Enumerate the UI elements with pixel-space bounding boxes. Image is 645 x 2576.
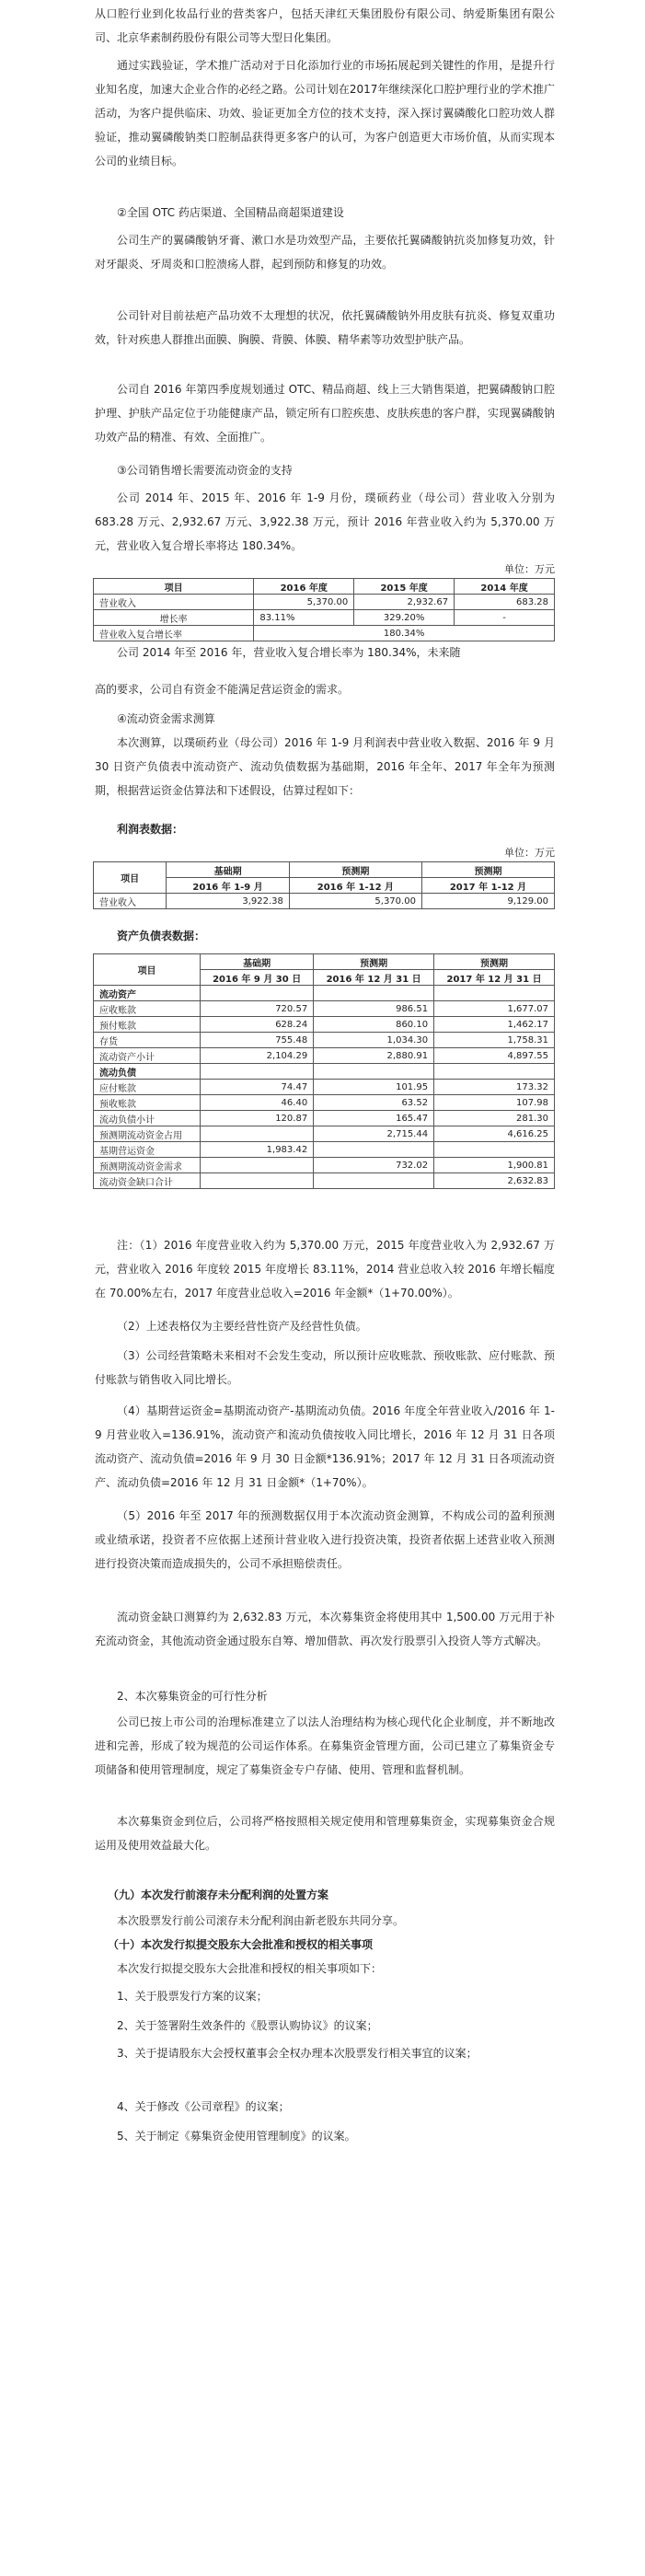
table-header: 项目	[94, 954, 201, 986]
income-statement-table	[93, 861, 555, 909]
section-label: 资产负债表数据：	[117, 930, 206, 942]
table-header: 预测期	[421, 862, 554, 878]
table-row	[94, 1080, 555, 1095]
paragraph: 公司 2014 年、2015 年、2016 年 1-9 月份，璞硕药业（母公司）营业收入分别为 683.28 万元、2,932.67 万元、3,922.38 万元，预计 2016 年营业收入约为 5,370.00 万元，营业收入复合增长率将达 180.34%。	[95, 491, 555, 552]
table-row	[94, 1158, 555, 1173]
table-cell: 683.28	[455, 595, 555, 610]
table-cell: 营业收入	[94, 894, 167, 909]
table-header: 预测期	[314, 954, 434, 970]
table-header: 2016 年 12 月 31 日	[314, 970, 434, 986]
table-cell: 120.87	[201, 1111, 314, 1126]
table-row	[94, 1142, 555, 1158]
section-label: 利润表数据：	[117, 823, 184, 836]
table-cell: 165.47	[314, 1111, 434, 1126]
section-heading: （九）本次发行前滚存未分配利润的处置方案	[108, 1889, 329, 1901]
table-cell: 1,677.07	[434, 1001, 555, 1017]
table-cell: 1,983.42	[201, 1142, 314, 1158]
table-cell: 628.24	[201, 1017, 314, 1033]
table-unit: 单位：万元	[504, 563, 555, 575]
table-header: 预测期	[289, 862, 421, 878]
section-heading: （十）本次发行拟提交股东大会批准和授权的相关事项	[108, 1938, 374, 1951]
table-cell: 增长率	[94, 610, 254, 626]
paragraph: 公司已按上市公司的治理标准建立了以法人治理结构为核心现代化企业制度，并不断地改进和完善，形成了较为规范的公司运作体系。在募集资金管理方面，公司已建立了募集资金专项储备和使用管理制度，规定了募集资金专户存储、使用、管理和监督机制。	[95, 1715, 555, 1776]
table-header: 2016 年 1-12 月	[289, 878, 421, 894]
table-cell: 63.52	[314, 1095, 434, 1111]
table-header: 2015 年度	[354, 579, 455, 595]
table-cell	[201, 1173, 314, 1189]
table-row	[94, 1017, 555, 1033]
table-cell: 存货	[94, 1033, 201, 1048]
table-header: 2016 年度	[254, 579, 354, 595]
table-section-label: 流动资产	[94, 986, 201, 1001]
table-cell: 755.48	[201, 1033, 314, 1048]
table-cell: -	[455, 610, 555, 626]
table-cell: 2,932.67	[354, 595, 455, 610]
table-cell: 应付账款	[94, 1080, 201, 1095]
table-cell: 986.51	[314, 1001, 434, 1017]
table-cell: 180.34%	[254, 626, 555, 641]
paragraph: 本次发行拟提交股东大会批准和授权的相关事项如下：	[117, 1962, 383, 1975]
table-unit: 单位：万元	[504, 847, 555, 859]
table-cell: 预付账款	[94, 1017, 201, 1033]
paragraph: 本次募集资金到位后，公司将严格按照相关规定使用和管理募集资金，实现募集资金合规运用及使用效益最大化。	[95, 1815, 555, 1852]
table-cell: 720.57	[201, 1001, 314, 1017]
table-header: 2014 年度	[455, 579, 555, 595]
table-header: 项目	[94, 579, 254, 595]
table-header: 2017 年 1-12 月	[421, 878, 554, 894]
paragraph: 流动资金缺口测算约为 2,632.83 万元，本次募集资金将使用其中 1,500.00 万元用于补充流动资金，其他流动资金通过股东自筹、增加借款、再次发行股票引入投资人等方式解决。	[95, 1611, 555, 1647]
paragraph: 注：（1）2016 年度营业收入约为 5,370.00 万元，2015 年度营业收入为 2,932.67 万元，营业收入 2016 年度较 2015 年度增长 83.11%，2014 营业总收入较 2016 年增长幅度在 70.00%左右，2017 年度营业总收入=2016 年金额*（1+70.00%）。	[95, 1239, 555, 1300]
table-row	[94, 1064, 555, 1080]
paragraph: 通过实践验证，学术推广活动对于日化添加行业的市场拓展起到关键性的作用，是提升行业知名度，加速大企业合作的必经之路。公司计划在2017年继续深化口腔护理行业的学术推广活动，为客户提供临床、功效、验证更加全方位的技术支持，深入探讨翼磷酸化口腔功效人群验证，推动翼磷酸钠类口腔制品获得更多客户的认可，为客户创造更大市场价值，从而实现本公司的业绩目标。	[95, 59, 555, 167]
table-cell: 5,370.00	[254, 595, 354, 610]
revenue-growth-table	[93, 578, 555, 641]
table-cell: 流动负债小计	[94, 1111, 201, 1126]
table-cell: 3,922.38	[167, 894, 290, 909]
table-section-label: 流动负债	[94, 1064, 201, 1080]
table-row	[94, 1001, 555, 1017]
table-cell: 应收账款	[94, 1001, 201, 1017]
table-header: 2017 年 12 月 31 日	[434, 970, 555, 986]
table-cell: 4,897.55	[434, 1048, 555, 1064]
table-cell: 营业收入复合增长率	[94, 626, 254, 641]
table-cell: 1,034.30	[314, 1033, 434, 1048]
paragraph: ③公司销售增长需要流动资金的支持	[117, 464, 293, 477]
paragraph: 本次股票发行前公司滚存未分配利润由新老股东共同分享。	[117, 1914, 405, 1927]
table-cell	[314, 1142, 434, 1158]
table-cell: 329.20%	[354, 610, 455, 626]
balance-sheet-table	[93, 953, 555, 1189]
table-cell: 281.30	[434, 1111, 555, 1126]
paragraph: 公司自 2016 年第四季度规划通过 OTC、精品商超、线上三大销售渠道，把翼磷酸钠口腔护理、护肤产品定位于功能健康产品，锁定所有口腔疾患、皮肤疾患的客户群，实现翼磷酸钠功效产品的精准、有效、全面推广。	[95, 383, 555, 444]
table-cell: 860.10	[314, 1017, 434, 1033]
table-cell: 1,758.31	[434, 1033, 555, 1048]
list-item: 4、关于修改《公司章程》的议案；	[117, 2100, 290, 2113]
table-row	[94, 1111, 555, 1126]
table-cell: 基期营运资金	[94, 1142, 201, 1158]
table-cell: 173.32	[434, 1080, 555, 1095]
table-header: 2016 年 1-9 月	[167, 878, 290, 894]
table-cell: 46.40	[201, 1095, 314, 1111]
table-cell	[201, 1158, 314, 1173]
paragraph: （3）公司经营策略未来相对不会发生变动，所以预计应收账款、预收账款、应付账款、预付账款与销售收入同比增长。	[95, 1349, 555, 1386]
table-cell	[314, 1173, 434, 1189]
table-cell: 预测期流动资金需求	[94, 1158, 201, 1173]
table-cell: 4,616.25	[434, 1126, 555, 1142]
table-cell: 预收账款	[94, 1095, 201, 1111]
table-cell: 101.95	[314, 1080, 434, 1095]
table-row	[94, 610, 555, 626]
paragraph: （5）2016 年至 2017 年的预测数据仅用于本次流动资金测算，不构成公司的盈利预测或业绩承诺，投资者不应依据上述预计营业收入进行投资决策，投资者依据上述营业收入预测进行投资决策而造成损失的，公司不承担赔偿责任。	[95, 1509, 555, 1570]
table-cell: 营业收入	[94, 595, 254, 610]
table-cell: 流动资金缺口合计	[94, 1173, 201, 1189]
table-row	[94, 1126, 555, 1142]
list-item: 2、关于签署附生效条件的《股票认购协议》的议案；	[117, 2019, 378, 2032]
table-cell	[434, 1142, 555, 1158]
paragraph: ④流动资金需求测算	[117, 712, 215, 725]
paragraph: 从口腔行业到化妆品行业的营类客户，包括天津红天集团股份有限公司、纳爱斯集团有限公司、北京华素制药股份有限公司等大型日化集团。	[95, 7, 555, 44]
table-row	[94, 626, 555, 641]
paragraph: ②全国 OTC 药店渠道、全国精品商超渠道建设	[117, 206, 344, 219]
table-cell: 2,104.29	[201, 1048, 314, 1064]
table-cell: 107.98	[434, 1095, 555, 1111]
table-row	[94, 1173, 555, 1189]
table-cell: 1,900.81	[434, 1158, 555, 1173]
table-cell: 1,462.17	[434, 1017, 555, 1033]
table-cell: 5,370.00	[289, 894, 421, 909]
table-cell: 2,715.44	[314, 1126, 434, 1142]
table-row	[94, 1048, 555, 1064]
paragraph: 公司生产的翼磷酸钠牙膏、漱口水是功效型产品，主要依托翼磷酸钠抗炎加修复功效，针对牙龈炎、牙周炎和口腔溃疡人群，起到预防和修复的功效。	[95, 234, 555, 271]
table-header: 预测期	[434, 954, 555, 970]
table-cell	[201, 1126, 314, 1142]
table-row	[94, 986, 555, 1001]
table-header: 基础期	[201, 954, 314, 970]
table-cell: 74.47	[201, 1080, 314, 1095]
paragraph: 高的要求，公司自有资金不能满足营运资金的需求。	[95, 683, 350, 696]
table-row	[94, 1033, 555, 1048]
list-item: 1、关于股票发行方案的议案；	[117, 1990, 268, 2003]
table-cell: 2,632.83	[434, 1173, 555, 1189]
paragraph: （4）基期营运资金=基期流动资产-基期流动负债。2016 年度全年营业收入/2016 年 1-9 月营业收入=136.91%，流动资产和流动负债按收入同比增长，2016 年 12 月 31 日各项流动资产、流动负债=2016 年 9 月 30 日金额*136.91%；2017 年 12 月 31 日各项流动资产、流动负债=2016 年 12 月 31 日金额*（1+70%）。	[95, 1404, 555, 1489]
paragraph: 公司针对目前祛疤产品功效不太理想的状况，依托翼磷酸钠外用皮肤有抗炎、修复双重功效，针对疾患人群推出面膜、胸膜、背膜、体膜、精华素等功效型护肤产品。	[95, 309, 555, 346]
table-row	[94, 894, 555, 909]
table-cell: 732.02	[314, 1158, 434, 1173]
paragraph: （2）上述表格仅为主要经营性资产及经营性负债。	[117, 1320, 367, 1333]
list-item: 5、关于制定《募集资金使用管理制度》的议案。	[117, 2130, 356, 2143]
table-header: 项目	[94, 862, 167, 894]
table-header: 基础期	[167, 862, 290, 878]
table-row	[94, 1095, 555, 1111]
table-cell: 预测期流动资金占用	[94, 1126, 201, 1142]
paragraph: 公司 2014 年至 2016 年，营业收入复合增长率为 180.34%，未来随	[117, 646, 461, 659]
table-row	[94, 595, 555, 610]
table-cell: 2,880.91	[314, 1048, 434, 1064]
table-cell: 流动资产小计	[94, 1048, 201, 1064]
table-header: 2016 年 9 月 30 日	[201, 970, 314, 986]
table-cell: 83.11%	[254, 610, 354, 626]
paragraph: 本次测算，以璞硕药业（母公司）2016 年 1-9 月利润表中营业收入数据、2016 年 9 月 30 日资产负债表中流动资产、流动负债数据为基础期，2016 年全年、2017 年全年为预测期，根据营运资金估算法和下述假设，估算过程如下：	[95, 736, 555, 797]
list-item: 3、关于提请股东大会授权董事会全权办理本次股票发行相关事宜的议案；	[117, 2047, 478, 2060]
paragraph: 2、本次募集资金的可行性分析	[117, 1690, 268, 1703]
table-cell: 9,129.00	[421, 894, 554, 909]
